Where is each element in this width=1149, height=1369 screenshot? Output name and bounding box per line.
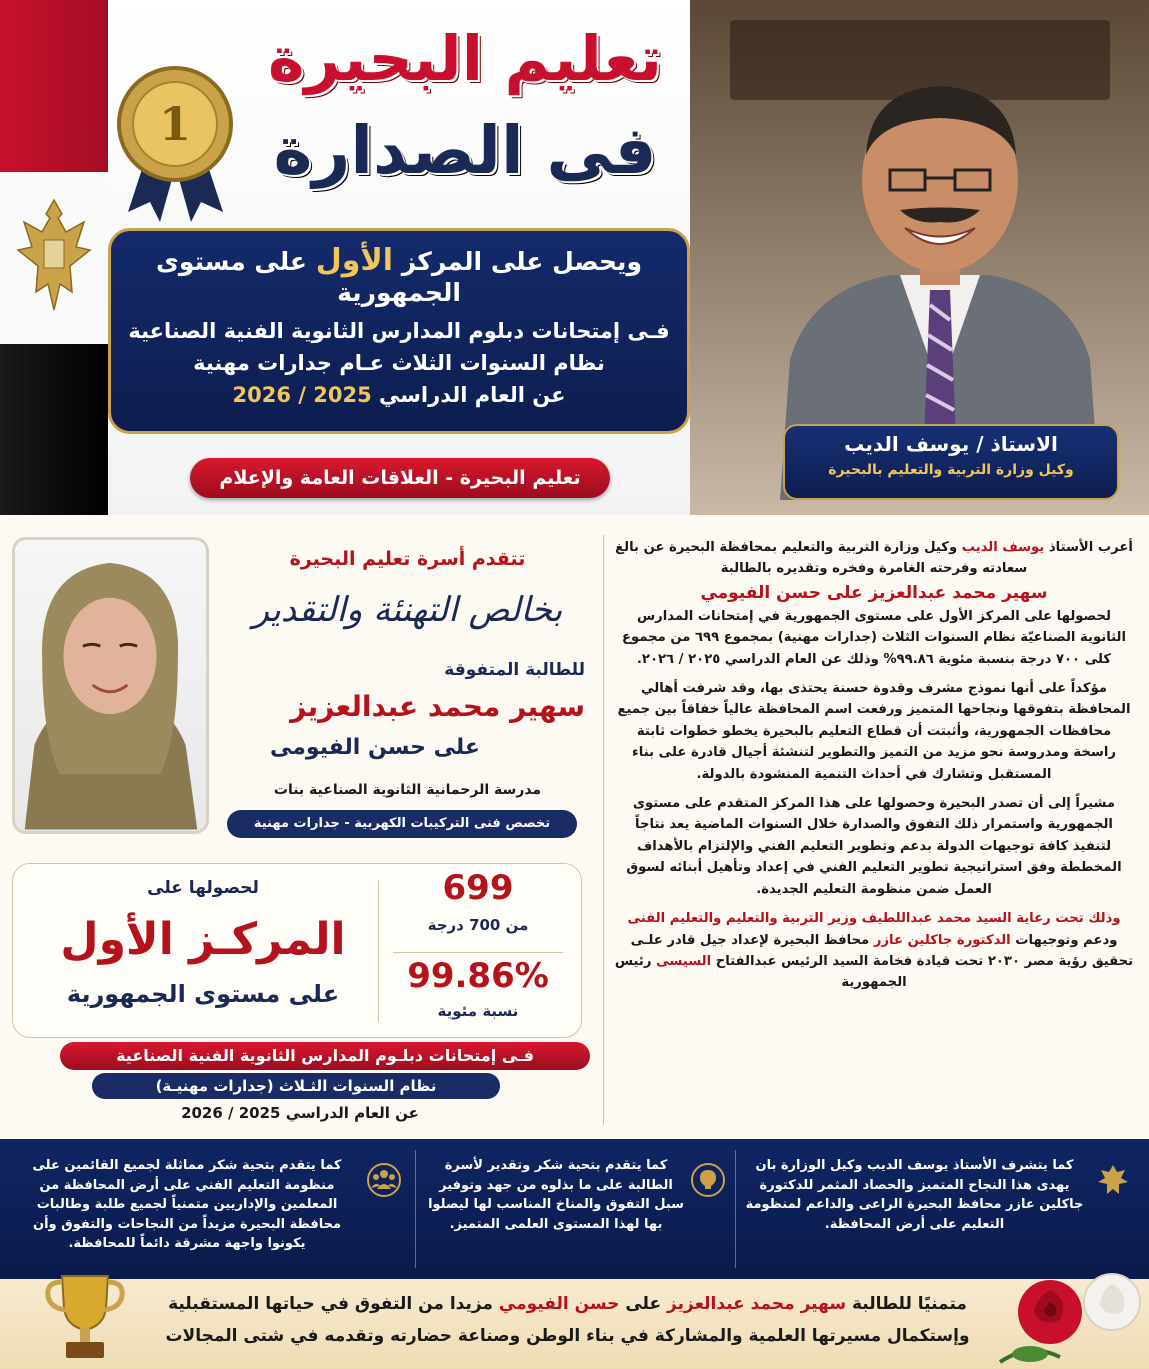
achievement-line3: نظام السنوات الثلاث عـام جدارات مهنية: [193, 351, 605, 375]
calligraphy-heading: بخالص التهنئة والتقدير: [252, 590, 563, 630]
hero-title-line1: تعليم البحيرة: [267, 22, 663, 95]
student-name-line1: سهير محمد عبدالعزيز: [290, 690, 585, 723]
exam-bar-red: فـى إمتحانات دبلـوم المدارس الثانوية الفنية الصناعية: [60, 1042, 590, 1070]
roses-icon: [990, 1262, 1149, 1369]
footer-wish: [0, 1279, 1149, 1369]
article-paragraph-3: مشيراً إلى أن تصدر البحيرة وحصولها على هذا المركز المتقدم على مستوى الجمهورية واستمرار ذلك التفوق والصدارة خلال السنوات الماضية يعد نتاجاً لتنفيذ كافة توجيهات الدولة بدعم وتطوير التعليم الفني والإلتزام بالأهداف المخططة وفق استراتيجية تطوير التعليم الفني في إعداد وتأهيل أبنائه لسوق العمل ضمن منظومة التعليم الجديدة.: [626, 796, 1122, 897]
lightbulb-icon: [690, 1162, 726, 1198]
pr-department-pill: تعليم البحيرة - العلاقات العامة والإعلام: [190, 458, 610, 498]
egypt-flag: [0, 0, 108, 515]
official-title: وكيل وزارة التربية والتعليم بالبحيرة: [828, 462, 1074, 478]
hero-title-line2: فى الصدارة: [273, 112, 657, 189]
news-article: [614, 537, 1134, 1002]
column-divider: [603, 535, 604, 1125]
student-photo: [12, 537, 209, 834]
hero-banner: [0, 0, 1149, 515]
score-card: [12, 863, 582, 1038]
student-portrait: [15, 540, 206, 831]
achievement-line1: ويحصل على المركز الأول على مستوى الجمهورية: [156, 243, 642, 307]
rank-level: على مستوى الجمهورية: [66, 980, 340, 1008]
for-student-label: للطالبة المتفوقة: [444, 660, 585, 680]
achievement-line4: عن العام الدراسي 2025 / 2026: [232, 383, 566, 407]
thanks-column-family: كما يتقدم بتحية شكر وتقدير لأسرة الطالبة على ما بذلوه من جهد وتوفير سبل التفوق والمناخ المناسب لها ليصلوا بها لهذا المستوى العلمى المتميز.: [428, 1158, 684, 1232]
score-points: 699: [442, 868, 514, 908]
score-out-of: من 700 درجة: [427, 916, 529, 934]
student-name-line2: على حسن الفيومى: [270, 735, 480, 760]
exam-bar-navy: نظام السنوات الثـلاث (جدارات مهنيـة): [92, 1073, 500, 1099]
thanks-column-staff: كما يتقدم بتحية شكر مماثلة لجميع القائمين على منظومة التعليم الفني على أرض المحافظة من المعلمين والإداريين متمنياً لجميع طلبة وطالبات محافظة البحيرة مزيداً من النجاحات والتفوق وأن يكونوا واجهة مشرقة دائماً للمحافظة.: [32, 1158, 342, 1251]
trophy-icon: [40, 1268, 130, 1364]
congrats-heading: تتقدم أسرة تعليم البحيرة: [289, 548, 526, 570]
score-percent-label: نسبة مئوية: [437, 1002, 519, 1020]
official-name: الاستاذ / يوسف الديب: [844, 432, 1058, 456]
footer-wish-line2: وإستكمال مسيرتها العلمية والمشاركة في بناء الوطن وصناعة حضارته وتقدمه في شتى المجالات: [165, 1326, 970, 1346]
score-percent: 99.86%: [407, 956, 549, 996]
thanks-column-governor: كما يتشرف الأستاذ يوسف الديب وكيل الوزارة بان يهدى هذا النجاح المتميز والحصاد المثمر للدكتورة جاكلين عازر محافظ البحيرة الراعى والداعم لمنظومة التعليم على أرض المحافظة.: [745, 1158, 1084, 1232]
group-icon: [366, 1162, 402, 1198]
footer-wish-line1: متمنيًا للطالبة سهير محمد عبدالعزيز على حسن الفيومي مزيدا من التفوق في حياتها المستقبلية: [168, 1294, 967, 1314]
emblem-icon: [1095, 1162, 1131, 1198]
rank-first: المركـز الأول: [60, 914, 346, 965]
article-paragraph-4: وذلك تحت رعاية السيد محمد عبداللطيف وزير التربية والتعليم والتعليم الفنى ودعم وتوجيهات الدكتورة جاكلين عازر محافظ البحيرة لإعداد جيل قادر علـى تحقيق رؤية مصر ٢٠٣٠ تحت قيادة فخامة السيد الرئيس عبدالفتاح السيسى رئيس الجمهورية: [614, 911, 1134, 991]
article-paragraph-1: أعرب الأستاذ يوسف الديب وكيل وزارة التربية والتعليم بمحافظة البحيرة عن بالغ سعادته وفرحته الغامرة وفخره وتقديره بالطالبة سهير محمد عبدالعزيز على حسن الفيومي لحصولها على المركز الأول على مستوى الجمهورية في إمتحانات المدارس الثانوية الصناعيّة نظام السنوات الثلاث (جدارات مهنية) بمجموع ٦٩٩ من مجموع كلى ٧٠٠ درجة بنسبة مئوية ٩٩.٨٦% وذلك عن العام الدراسي ٢٠٢٥ / ٢٠٢٦.: [615, 540, 1133, 667]
school-name: مدرسة الرحمانية الثانوية الصناعية بنات: [273, 782, 542, 798]
achievement-box: [108, 228, 690, 434]
achievement-line2: فـى إمتحانات دبلوم المدارس الثانوية الفنية الصناعية: [128, 319, 670, 343]
rank-for-label: لحصولها على: [147, 878, 259, 898]
medal-icon: [108, 62, 243, 222]
specialty-badge: تخصص فنى التركيبات الكهربية - جدارات مهنية: [227, 810, 577, 838]
medal-number: 1: [158, 97, 192, 151]
eagle-emblem-icon: [14, 192, 94, 322]
exam-year: عن العام الدراسي 2025 / 2026: [181, 1104, 419, 1122]
article-paragraph-2: مؤكداً على أنها نموذج مشرف وقدوة حسنة يحتذى بها، وقد شرفت أهالي المحافظة بتفوقها ونجاحها المتميز ورفعت اسم المحافظة عالياً خفاقاً بين جميع محافظات الجمهورية، وأثبتت أن قطاع التعليم بالبحيرة يخطو خطوات ثابتة راسخة ومدروسة نحو مزيد من التميز والتطوير لتنشئة أجيال قادرة على بناء المستقبل وتشارك في أحداث التنمية المنشودة بالدولة.: [617, 681, 1131, 782]
official-name-plate: [783, 424, 1119, 500]
